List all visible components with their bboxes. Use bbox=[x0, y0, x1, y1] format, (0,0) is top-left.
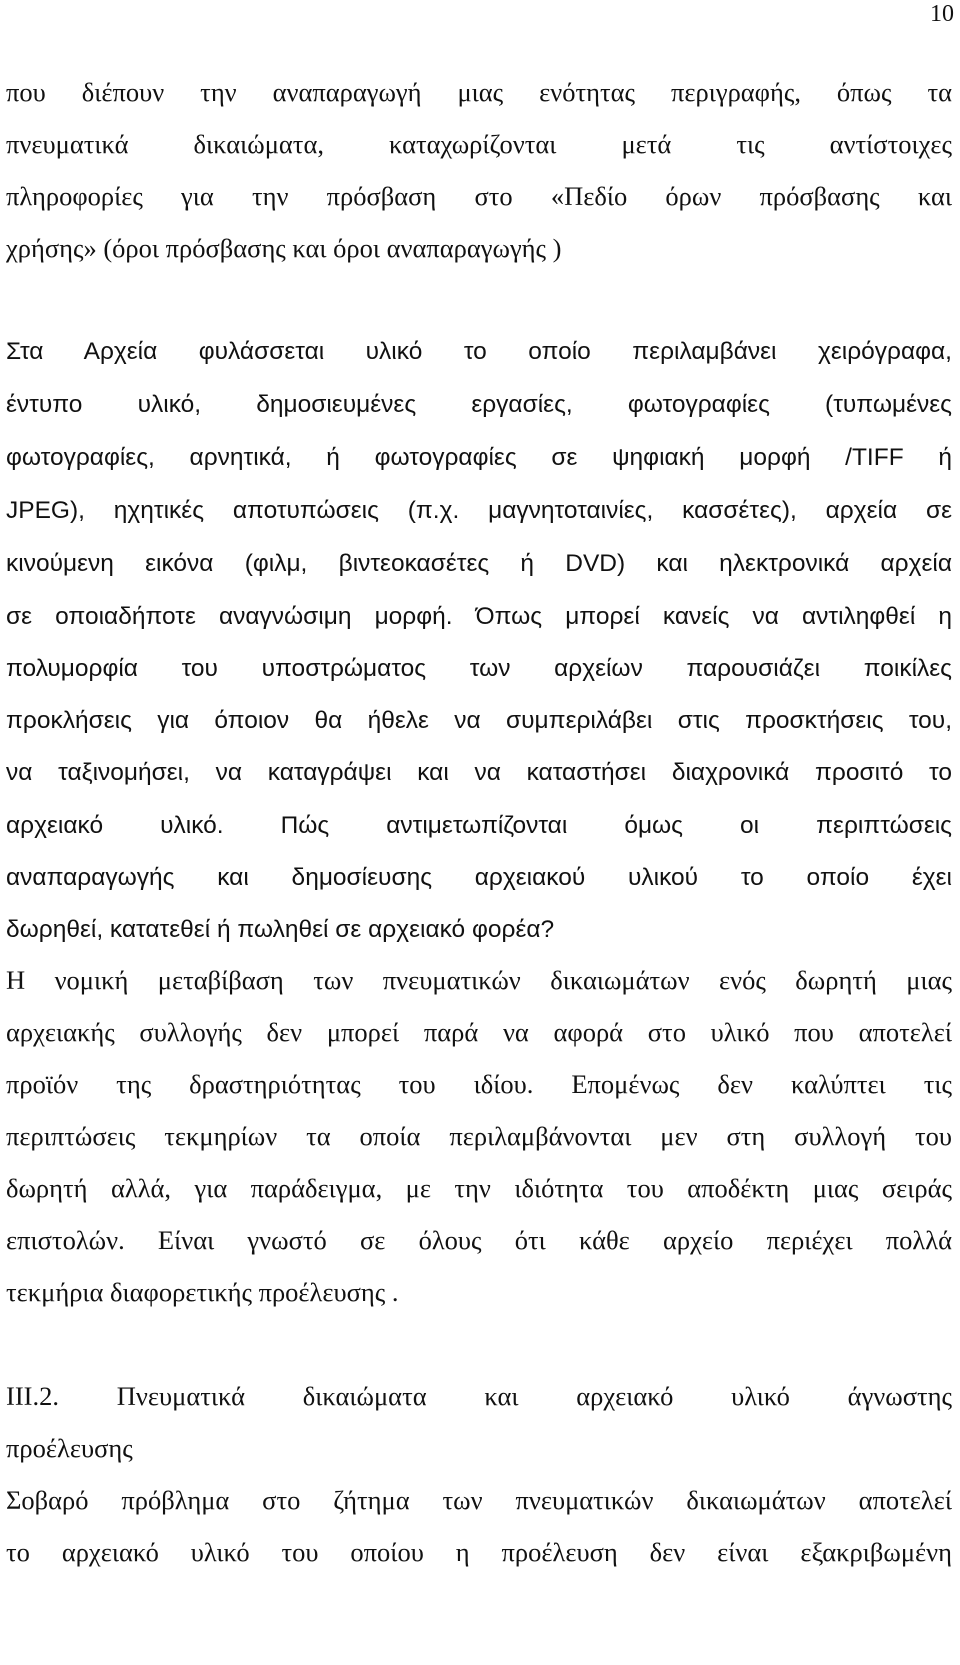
text-line: πνευματικά δικαιώματα, καταχωρίζονται μετά τις αντίστοιχες bbox=[6, 129, 952, 159]
text-line: σε οποιαδήποτε αναγνώσιμη μορφή. Όπως μπορεί κανείς να αντιληφθεί η bbox=[6, 603, 952, 630]
text-line: JPEG), ηχητικές αποτυπώσεις (π.χ. μαγνητοταινίες, κασσέτες), αρχεία σε bbox=[6, 497, 952, 524]
text-line: δωρηθεί, κατατεθεί ή πωληθεί σε αρχειακό φορέα? bbox=[6, 916, 555, 943]
text-line: φωτογραφίες, αρνητικά, ή φωτογραφίες σε ψηφιακή μορφή /TIFF ή bbox=[6, 444, 952, 471]
text-line: πληροφορίες για την πρόσβαση στο «Πεδίο όρων πρόσβασης και bbox=[6, 181, 952, 211]
text-line: να ταξινομήσει, να καταγράψει και να καταστήσει διαχρονικά προσιτό το bbox=[6, 759, 952, 786]
text-line: επιστολών. Είναι γνωστό σε όλους ότι κάθε αρχείο περιέχει πολλά bbox=[6, 1225, 952, 1255]
text-line: δωρητή αλλά, για παράδειγμα, με την ιδιότητα του αποδέκτη μιας σειράς bbox=[6, 1173, 952, 1203]
text-line: πολυμορφία του υποστρώματος των αρχείων παρουσιάζει ποικίλες bbox=[6, 655, 952, 682]
text-line: Σοβαρό πρόβλημα στο ζήτημα των πνευματικών δικαιωμάτων αποτελεί bbox=[6, 1485, 952, 1515]
text-line: κινούμενη εικόνα (φιλμ, βιντεοκασέτες ή DVD) και ηλεκτρονικά αρχεία bbox=[6, 550, 952, 577]
text-line: Η νομική μεταβίβαση των πνευματικών δικαιωμάτων ενός δωρητή μιας bbox=[6, 965, 952, 995]
text-line: έντυπο υλικό, δημοσιευμένες εργασίες, φωτογραφίες (τυπωμένες bbox=[6, 391, 952, 418]
section-heading: προέλευσης bbox=[6, 1433, 133, 1463]
text-line: που διέπουν την αναπαραγωγή μιας ενότητας περιγραφής, όπως τα bbox=[6, 77, 952, 107]
page-number: 10 bbox=[930, 1, 954, 27]
text-line: αρχειακής συλλογής δεν μπορεί παρά να αφορά στο υλικό που αποτελεί bbox=[6, 1017, 952, 1047]
text-line: προκλήσεις για όποιον θα ήθελε να συμπεριλάβει στις προσκτήσεις του, bbox=[6, 707, 952, 734]
text-line: αναπαραγωγής και δημοσίευσης αρχειακού υλικού το οποίο έχει bbox=[6, 864, 952, 891]
text-line: προϊόν της δραστηριότητας του ιδίου. Επομένως δεν καλύπτει τις bbox=[6, 1069, 952, 1099]
section-heading: ΙΙΙ.2. Πνευματικά δικαιώματα και αρχειακό υλικό άγνωστης bbox=[6, 1381, 952, 1411]
text-line: το αρχειακό υλικό του οποίου η προέλευση δεν είναι εξακριβωμένη bbox=[6, 1537, 952, 1567]
text-line: χρήσης» (όροι πρόσβασης και όροι αναπαραγωγής ) bbox=[6, 233, 562, 263]
text-line: τεκμήρια διαφορετικής προέλευσης . bbox=[6, 1277, 399, 1307]
text-line: αρχειακό υλικό. Πώς αντιμετωπίζονται όμως οι περιπτώσεις bbox=[6, 812, 952, 839]
text-line: περιπτώσεις τεκμηρίων τα οποία περιλαμβάνονται μεν στη συλλογή του bbox=[6, 1121, 952, 1151]
text-line: Στα Αρχεία φυλάσσεται υλικό το οποίο περιλαμβάνει χειρόγραφα, bbox=[6, 338, 952, 365]
